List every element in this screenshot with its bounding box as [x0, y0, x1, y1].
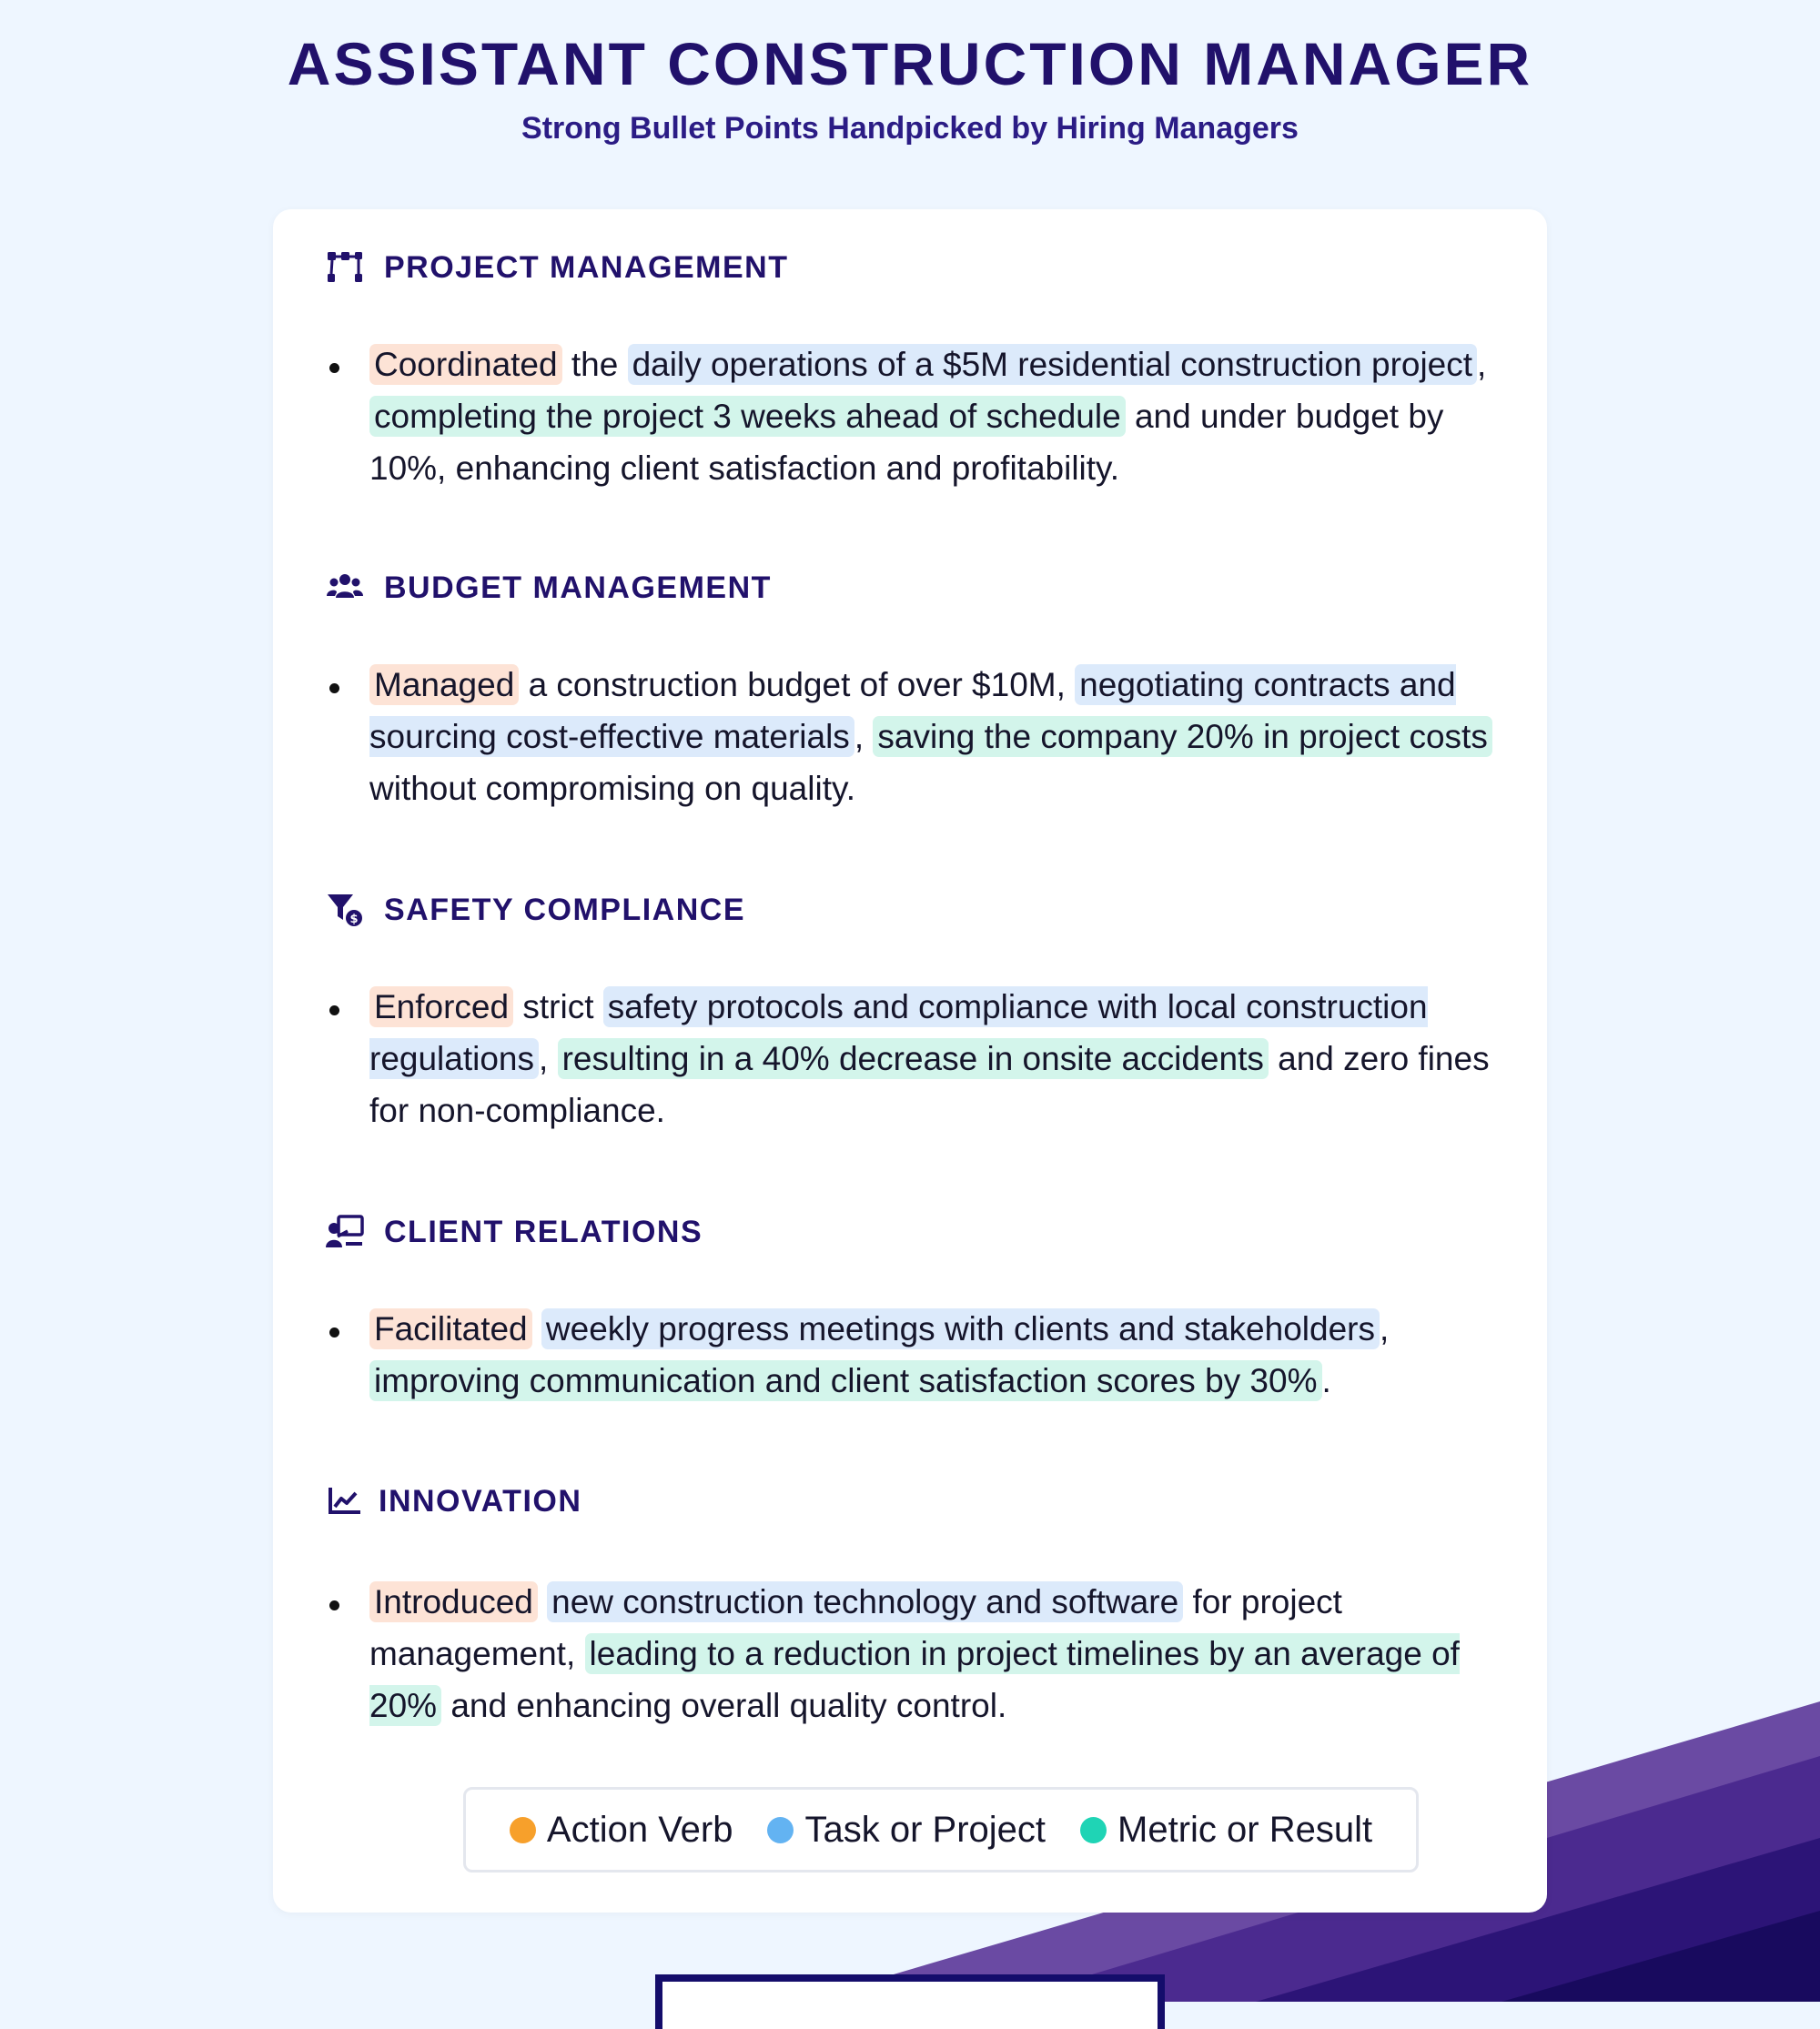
task-or-project: daily operations of a $5M residential construction project	[628, 344, 1477, 385]
plain-text: without compromising on quality.	[369, 770, 856, 807]
legend-label: Action Verb	[546, 1809, 733, 1850]
plain-text: and enhancing overall quality control.	[441, 1687, 1007, 1724]
task-or-project: weekly progress meetings with clients and stakeholders	[541, 1308, 1380, 1349]
metric-or-result: completing the project 3 weeks ahead of schedule	[369, 396, 1126, 437]
plain-text: ,	[854, 718, 874, 755]
bullet-text	[369, 659, 1509, 814]
task-or-project: negotiating contracts and sourcing cost-effective materials	[369, 666, 1456, 755]
section-heading	[326, 1483, 1527, 1519]
plain-text	[538, 1583, 547, 1620]
bullet-dot	[329, 1005, 339, 1015]
presenter-icon	[326, 1213, 364, 1251]
bullet-item	[326, 659, 1509, 814]
metric-or-result: improving communication and client satisfaction scores by 30%	[369, 1360, 1322, 1401]
task-or-project: safety protocols and compliance with local construction regulations	[369, 988, 1428, 1077]
plain-text	[532, 1310, 541, 1348]
section-heading	[326, 892, 1527, 928]
teal-dot-icon	[1080, 1817, 1107, 1843]
action-verb: Facilitated	[369, 1308, 532, 1349]
page-title: ASSISTANT CONSTRUCTION MANAGER	[287, 30, 1533, 97]
bullet-dot	[329, 683, 339, 693]
plain-text: and under budget by 10%, enhancing client satisfaction and profitability.	[369, 398, 1444, 487]
metric-or-result: saving the company 20% in project costs	[873, 716, 1491, 757]
plain-text: for project management,	[369, 1583, 1342, 1672]
page-subtitle: Strong Bullet Points Handpicked by Hiring Managers	[521, 111, 1299, 146]
section-title: PROJECT MANAGEMENT	[384, 249, 789, 285]
section-title: BUDGET MANAGEMENT	[384, 570, 772, 605]
plain-text: a construction budget of over $10M,	[519, 666, 1076, 703]
section-project-management	[326, 249, 1527, 487]
bullet-dot	[329, 1600, 339, 1610]
cta-button[interactable]	[655, 1974, 1165, 2029]
bullet-text	[369, 338, 1509, 494]
bullet-text	[369, 1576, 1509, 1731]
plain-text: ,	[1477, 346, 1487, 383]
section-title: INNOVATION	[379, 1483, 582, 1519]
plain-text: the	[561, 346, 628, 383]
bullet-item	[326, 981, 1509, 1136]
plain-text: .	[1321, 1362, 1331, 1399]
bullet-text	[369, 1303, 1509, 1407]
section-budget-management	[326, 570, 1527, 807]
orange-dot-icon	[510, 1817, 536, 1843]
action-verb: Enforced	[369, 986, 513, 1027]
action-verb: Introduced	[369, 1581, 538, 1622]
svg-text:$: $	[349, 913, 359, 926]
section-heading	[326, 570, 1527, 606]
bullet-item	[326, 1576, 1509, 1731]
bullet-dot	[329, 363, 339, 373]
legend-item-action-verb	[510, 1810, 733, 1851]
legend-item-task	[767, 1810, 1046, 1851]
project-network-icon	[326, 248, 364, 287]
filter-dollar-icon	[326, 891, 364, 929]
bullet-item	[326, 1303, 1509, 1407]
section-heading	[326, 249, 1527, 286]
bullet-dot	[329, 1327, 339, 1338]
bullet-text	[369, 981, 1509, 1136]
blue-dot-icon	[767, 1817, 794, 1843]
section-safety-compliance	[326, 892, 1527, 1129]
plain-text: and zero fines for non-compliance.	[369, 1040, 1490, 1129]
line-chart-icon	[326, 1482, 364, 1520]
action-verb: Managed	[369, 664, 519, 705]
section-title: CLIENT RELATIONS	[384, 1214, 703, 1249]
bullet-item	[326, 338, 1509, 494]
legend-label: Metric or Result	[1117, 1809, 1373, 1850]
section-innovation	[326, 1483, 1527, 1724]
metric-or-result: leading to a reduction in project timelines by an average of 20%	[369, 1635, 1460, 1724]
highlight-legend	[463, 1787, 1419, 1873]
page-header	[0, 27, 1820, 146]
task-or-project: new construction technology and software	[547, 1581, 1183, 1622]
section-client-relations	[326, 1214, 1527, 1399]
action-verb: Coordinated	[369, 344, 562, 385]
plain-text: strict	[513, 988, 603, 1025]
section-title: SAFETY COMPLIANCE	[384, 892, 746, 927]
legend-item-metric	[1080, 1810, 1372, 1851]
legend-label: Task or Project	[804, 1809, 1046, 1850]
section-heading	[326, 1214, 1527, 1250]
plain-text: ,	[1379, 1310, 1390, 1348]
users-icon	[326, 569, 364, 607]
bullet-points-card	[273, 209, 1547, 1913]
metric-or-result: resulting in a 40% decrease in onsite accidents	[558, 1038, 1269, 1079]
plain-text: ,	[539, 1040, 558, 1077]
